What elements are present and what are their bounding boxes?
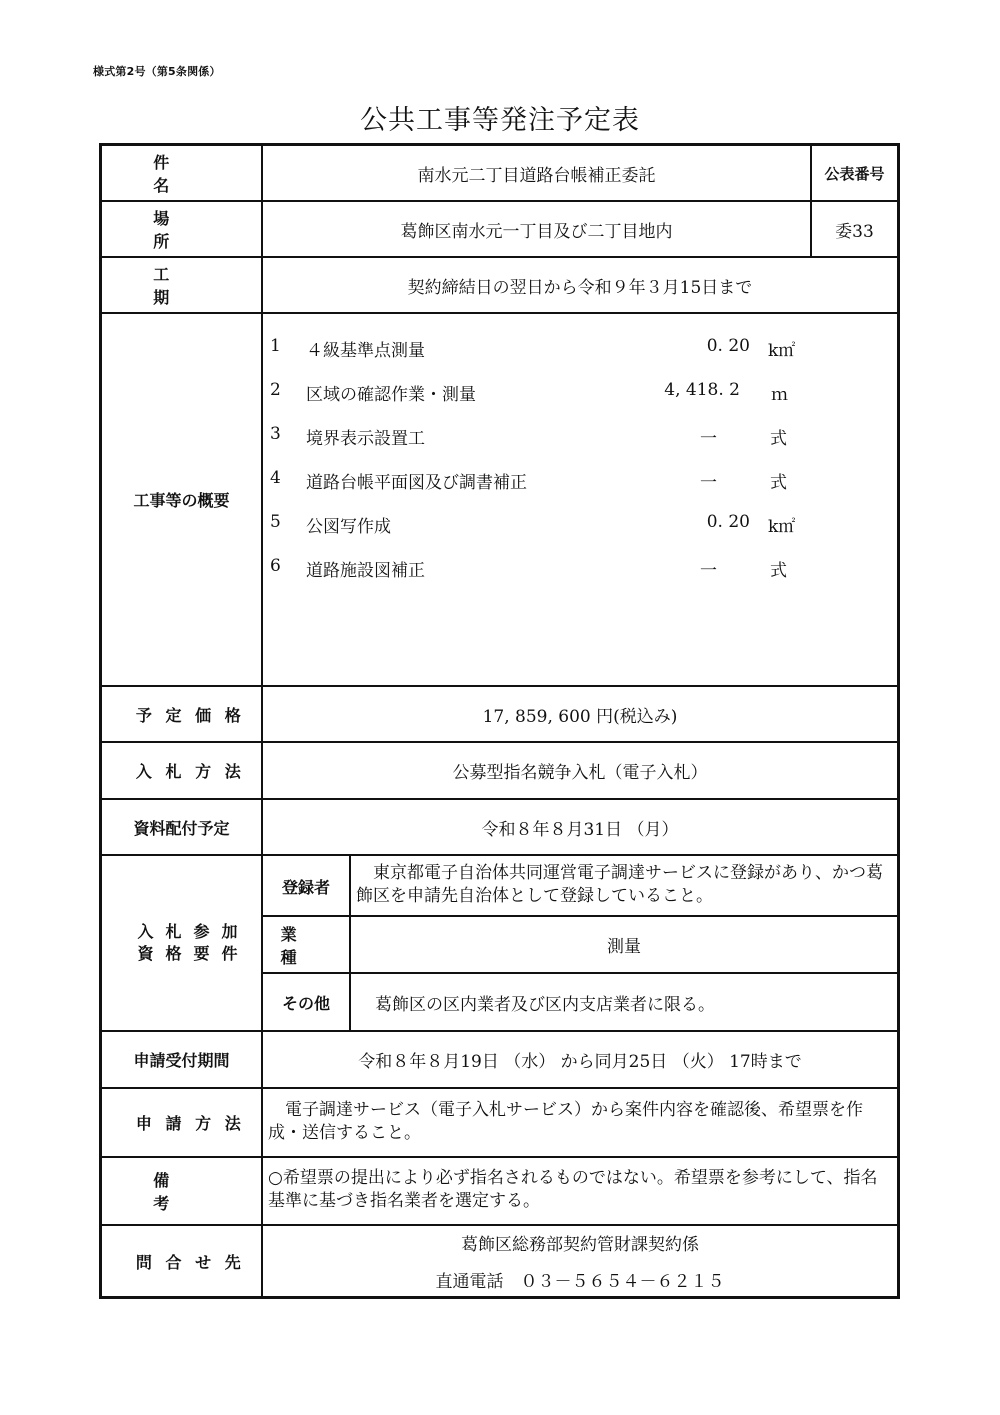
contact-department: 葛飾区総務部契約管財課契約係 (461, 1234, 699, 1255)
publication-number-label: 公表番号 (824, 164, 885, 183)
form-number: 様式第2号（第5条関係） (93, 65, 221, 78)
overview-item-number: 1 (270, 336, 281, 356)
overview-item-name: 道路施設図補正 (306, 561, 425, 581)
price-label: 予定価格 (135, 705, 255, 725)
industry-value: 測量 (607, 937, 641, 957)
doc-distribution-value: 令和８年８月31日 （月） (481, 819, 679, 840)
overview-item-name: 区域の確認作業・測量 (306, 385, 476, 405)
overview-label: 工事等の概要 (133, 491, 230, 510)
name-value: 南水元二丁目道路台帳補正委託 (417, 165, 656, 186)
other-value: 葛飾区の区内業者及び区内支店業者に限る。 (375, 994, 715, 1015)
application-period-label: 申請受付期間 (133, 1051, 230, 1070)
remarks-value: ○希望票の提出により必ず指名されるものではない。希望票を参考にして、指名基準に基づき指名業者を選定する。 (268, 1168, 878, 1211)
overview-item-number: 5 (270, 512, 281, 532)
qualification-label-line2: 資格要件 (137, 944, 250, 963)
qualification-label-line1: 入札参加 (137, 922, 250, 941)
overview-item-number: 2 (270, 380, 281, 400)
registrant-value: 東京都電子自治体共同運営電子調達サービスに登録があり、かつ葛飾区を申請先自治体として登録していること。 (356, 863, 883, 906)
period-label: 工 期 (153, 265, 288, 307)
overview-item-number: 3 (270, 424, 281, 444)
qualification-label (102, 856, 273, 1030)
doc-distribution-label: 資料配付予定 (133, 818, 230, 838)
overview-item-unit: 式 (770, 561, 787, 581)
overview-item-number: 6 (270, 556, 281, 576)
overview-item-quantity: 一 (700, 473, 717, 493)
location-value: 葛飾区南水元一丁目及び二丁目地内 (400, 221, 673, 242)
application-method-value: 電子調達サービス（電子入札サービス）から案件内容を確認後、希望票を作成・送信すること。 (268, 1100, 863, 1143)
overview-item-unit: 式 (770, 429, 787, 449)
industry-label: 業 種 (280, 924, 348, 967)
overview-item-quantity: 4, 418. 2 (664, 380, 740, 400)
remarks-label: 備 考 (153, 1171, 288, 1213)
overview-item-name: 道路台帳平面図及び調書補正 (306, 473, 527, 493)
overview-item-name: ４級基準点測量 (306, 341, 425, 361)
overview-item-quantity: 一 (700, 561, 717, 581)
overview-item-name: 境界表示設置工 (306, 429, 425, 449)
contact-label: 問合せ先 (135, 1252, 255, 1272)
application-method-label: 申請方法 (135, 1114, 255, 1133)
overview-item-quantity: 0. 20 (706, 336, 750, 356)
overview-item-name: 公図写作成 (306, 517, 391, 537)
overview-item-quantity: 一 (700, 429, 717, 449)
price-value: 17, 859, 600 円(税込み) (482, 706, 678, 727)
overview-item-unit: ｍ (771, 385, 788, 405)
publication-number-value: 委33 (835, 221, 874, 242)
period-value: 契約締結日の翌日から令和９年３月15日まで (407, 277, 753, 298)
other-label: その他 (281, 993, 330, 1013)
page-title: 公共工事等発注予定表 (360, 105, 640, 136)
location-label: 場 所 (153, 209, 288, 251)
contact-phone: 直通電話 ０３－５６５４－６２１５ (435, 1271, 725, 1292)
bid-method-label: 入札方法 (135, 762, 255, 781)
overview-item-number: 4 (270, 468, 281, 488)
overview-item-unit: k㎡ (768, 517, 796, 537)
application-period-value: 令和８年８月19日 （水） から同月25日 （火） 17時まで (358, 1052, 802, 1072)
registrant-label: 登録者 (281, 877, 330, 897)
bid-method-value: 公募型指名競争入札（電子入札） (452, 763, 708, 783)
overview-item-quantity: 0. 20 (706, 512, 750, 532)
overview-item-unit: 式 (770, 473, 787, 493)
name-label: 件 名 (153, 153, 288, 195)
overview-item-unit: k㎡ (768, 341, 796, 361)
